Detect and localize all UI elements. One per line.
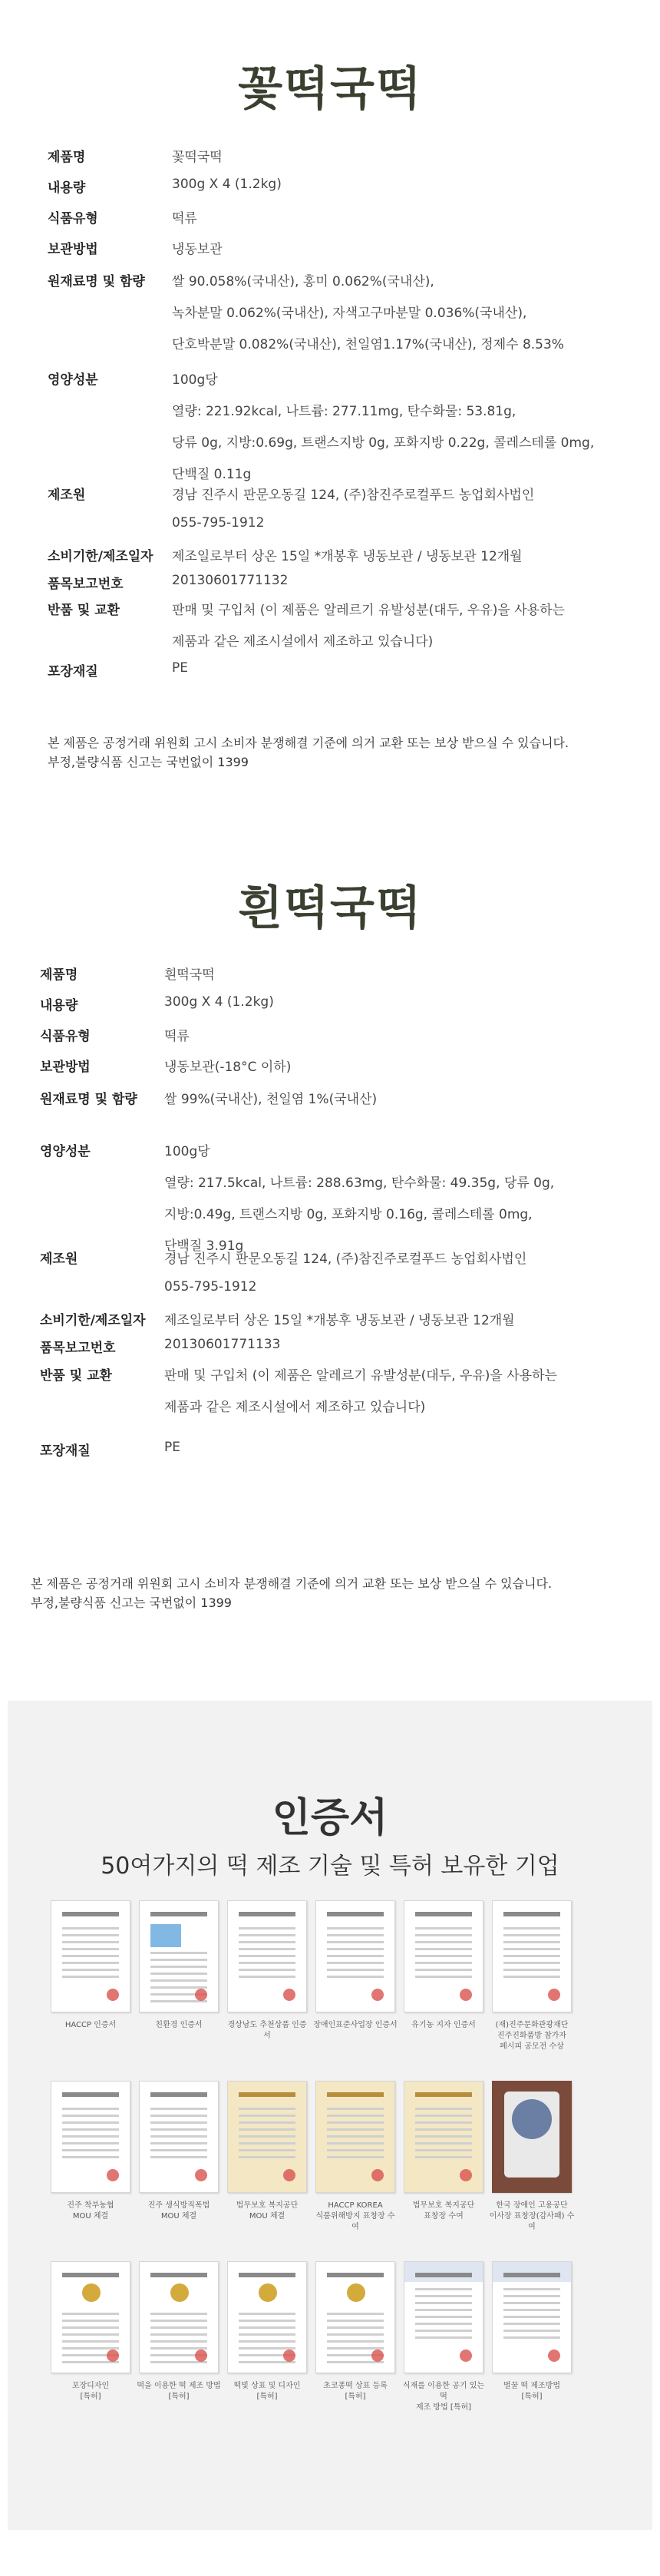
spec-label: 포장재질 [40, 1443, 91, 1459]
spec-value: 떡류 [164, 1029, 190, 1044]
certificate-caption-line: 이사장 표창장(감사패) 수여 [489, 2212, 575, 2231]
certificate-item [401, 2081, 487, 2222]
certificate-caption-line: [특허] [521, 2392, 543, 2401]
spec-value: 당류 0g, 지방:0.69g, 트랜스지방 0g, 포화지방 0.22g, 콜레스테롤 0mg, [172, 435, 595, 451]
spec-value: 20130601771133 [164, 1337, 281, 1352]
spec-value: 100g당 [172, 372, 218, 388]
certificate-caption-line: MOU 체결 [249, 2212, 285, 2221]
certificate-caption-line: [특허] [345, 2392, 366, 2401]
certificate-item [224, 2261, 310, 2402]
spec-label: 식품유형 [40, 1029, 91, 1044]
certificate-caption-line: 친환경 인증서 [155, 2021, 203, 2029]
spec-value: 흰떡국떡 [164, 967, 215, 983]
certificate-caption [224, 2020, 310, 2042]
certificate-caption [312, 2201, 398, 2233]
certificate-image [51, 2081, 130, 2193]
certificate-caption-line: 벌꿀 떡 제조방법 [503, 2382, 560, 2390]
certificate-caption [48, 2020, 134, 2031]
certificate-image [227, 2081, 307, 2193]
spec-value: 꽃떡국떡 [172, 150, 223, 165]
certificate-item [489, 1900, 575, 2052]
spec-label: 제품명 [40, 967, 78, 983]
spec-label: 포장재질 [48, 664, 98, 680]
spec-label: 제조원 [48, 488, 86, 503]
spec-label: 제품명 [48, 150, 86, 165]
certificate-caption-line: 법무보호 복지공단 [236, 2201, 299, 2210]
spec-label: 반품 및 교환 [48, 603, 120, 618]
spec-value: 열량: 221.92kcal, 나트륨: 277.11mg, 탄수화물: 53.81g, [172, 404, 516, 419]
certificate-caption-line: 장애인표준사업장 인증서 [313, 2021, 398, 2029]
spec-value: 쌀 99%(국내산), 천일염 1%(국내산) [164, 1092, 378, 1107]
spec-value: 055-795-1912 [164, 1279, 257, 1295]
spec-label: 영양성분 [48, 372, 98, 388]
certificate-caption [48, 2381, 134, 2402]
spec-label: 원재료명 및 함량 [40, 1092, 137, 1107]
spec-label: 보관방법 [40, 1060, 91, 1075]
spec-label: 내용량 [48, 180, 86, 196]
certificate-item [136, 1900, 222, 2031]
spec-value: 제조일로부터 상온 15일 *개봉후 냉동보관 / 냉동보관 12개월 [164, 1313, 515, 1328]
spec-value: 제조일로부터 상온 15일 *개봉후 냉동보관 / 냉동보관 12개월 [172, 549, 523, 564]
certificate-image [315, 1900, 395, 2012]
certificate-image [404, 2081, 483, 2193]
certificate-caption-line: [특허] [80, 2392, 101, 2401]
certificate-caption [489, 2020, 575, 2052]
certificate-caption-line: MOU 체결 [160, 2212, 197, 2221]
certificate-image [139, 2081, 219, 2193]
certificate-caption [312, 2020, 398, 2031]
certificate-item [48, 1900, 134, 2031]
spec-value: 100g당 [164, 1144, 210, 1159]
spec-label: 원재료명 및 함량 [48, 274, 145, 289]
certificate-caption-line: [특허] [168, 2392, 190, 2401]
spec-label: 품목보고번호 [40, 1341, 116, 1356]
certificate-caption [224, 2381, 310, 2402]
spec-value: PE [164, 1440, 180, 1455]
spec-label: 반품 및 교환 [40, 1368, 112, 1384]
certificate-caption-line: 유기농 지자 인증서 [411, 2021, 476, 2029]
certificate-image [227, 1900, 307, 2012]
certificate-caption [48, 2201, 134, 2222]
certificate-caption-line: 표창장 수여 [424, 2212, 464, 2221]
certificate-image [492, 2081, 572, 2193]
spec-value: 떡류 [172, 211, 197, 227]
spec-value: 판매 및 구입처 (이 제품은 알레르기 유발성분(대두, 우유)을 사용하는 [172, 603, 565, 618]
certificate-caption [401, 2020, 487, 2031]
notice-line: 본 제품은 공정거래 위원회 고시 소비자 분쟁해결 기준에 의거 교환 또는 보상 받으실 수 있습니다. [48, 736, 569, 750]
consumer-notice [48, 733, 569, 772]
certificate-image [492, 2261, 572, 2373]
certificate-item [401, 2261, 487, 2413]
spec-value: 055-795-1912 [172, 515, 265, 531]
certificate-image [404, 1900, 483, 2012]
certificate-image [51, 1900, 130, 2012]
spec-value: 냉동보관 [172, 242, 223, 257]
certificate-caption-line: 진주 착부농협 [67, 2201, 114, 2210]
certificate-item [224, 1900, 310, 2042]
certificate-caption-line: (재)진주문화관광재단 [495, 2021, 569, 2029]
certificate-caption [401, 2381, 487, 2413]
certificate-item [48, 2261, 134, 2402]
certificate-image [404, 2261, 483, 2373]
spec-value: 20130601771132 [172, 573, 289, 588]
spec-value: 지방:0.49g, 트랜스지방 0g, 포화지방 0.16g, 콜레스테롤 0mg, [164, 1207, 533, 1222]
spec-value: 판매 및 구입처 (이 제품은 알레르기 유발성분(대두, 우유)을 사용하는 [164, 1368, 557, 1384]
spec-value: 열량: 217.5kcal, 나트륨: 288.63mg, 탄수화물: 49.35g, 당류 0g, [164, 1176, 555, 1191]
spec-label: 내용량 [40, 998, 78, 1014]
spec-label: 품목보고번호 [48, 577, 124, 592]
notice-line: 부정,불량식품 신고는 국번없이 1399 [31, 1596, 232, 1610]
certificate-caption [224, 2201, 310, 2222]
certificate-item [312, 1900, 398, 2031]
product-title: 꽃떡국떡 [238, 62, 422, 116]
spec-value: 300g X 4 (1.2kg) [164, 994, 274, 1010]
certificate-caption-line: 진주진화품방 참가자 [497, 2032, 567, 2040]
certificate-caption [312, 2381, 398, 2402]
spec-value: 경남 진주시 판문오동길 124, (주)참진주로컬푸드 농업회사법인 [172, 488, 535, 503]
certificate-caption [136, 2201, 222, 2222]
certificate-caption [136, 2020, 222, 2031]
spec-value: 쌀 90.058%(국내산), 홍미 0.062%(국내산), [172, 274, 434, 289]
certificate-image [51, 2261, 130, 2373]
spec-label: 보관방법 [48, 242, 98, 257]
spec-value: 경남 진주시 판문오동길 124, (주)참진주로컬푸드 농업회사법인 [164, 1252, 527, 1267]
certificate-caption [489, 2381, 575, 2402]
certificate-caption-line: 한국 장애인 고용공단 [496, 2201, 568, 2210]
certificate-caption-line: 떡빛 상표 및 디자인 [233, 2382, 301, 2390]
spec-value: 녹차분말 0.062%(국내산), 자색고구마분말 0.036%(국내산), [172, 306, 527, 321]
certificate-caption-line: 떡을 이용한 떡 제조 방법 [137, 2382, 221, 2390]
spec-value: 300g X 4 (1.2kg) [172, 177, 282, 192]
spec-value: 제품과 같은 제조시설에서 제조하고 있습니다) [172, 634, 434, 650]
certificate-item [136, 2081, 222, 2222]
certificate-item [224, 2081, 310, 2222]
spec-value: PE [172, 660, 188, 676]
certificate-image [139, 2261, 219, 2373]
certificate-image [492, 1900, 572, 2012]
spec-value: 단호박분말 0.082%(국내산), 천일염1.17%(국내산), 정제수 8.53% [172, 337, 564, 352]
spec-value: 단백질 3.91g [164, 1238, 244, 1254]
certificate-caption-line: 제조 방법 [특허] [415, 2403, 472, 2412]
certificate-caption-line: 경상남도 추천상품 인증서 [227, 2021, 307, 2040]
certificate-caption-line: 식품위해방지 표창장 수여 [315, 2212, 395, 2231]
certificate-item [489, 2261, 575, 2402]
spec-value: 제품과 같은 제조시설에서 제조하고 있습니다) [164, 1400, 426, 1415]
spec-label: 소비기한/제조일자 [40, 1313, 146, 1328]
certificate-item [48, 2081, 134, 2222]
certificate-caption-line: 초코퐁떡 상표 등록 [323, 2382, 388, 2390]
certificates-title: 인증서 [272, 1795, 388, 1841]
certificate-caption-line: 진주 생식방직폭법 [147, 2201, 210, 2210]
certificate-image [227, 2261, 307, 2373]
certificate-item [401, 1900, 487, 2031]
certificates-section [8, 1701, 652, 2530]
notice-line: 부정,불량식품 신고는 국번없이 1399 [48, 755, 249, 769]
certificate-image [139, 1900, 219, 2012]
certificate-image [315, 2261, 395, 2373]
spec-label: 소비기한/제조일자 [48, 549, 153, 564]
certificates-subtitle: 50여가지의 떡 제조 기술 및 특허 보유한 기업 [101, 1853, 559, 1880]
spec-label: 제조원 [40, 1252, 78, 1267]
spec-value: 냉동보관(-18°C 이하) [164, 1060, 292, 1075]
certificate-caption-line: [특허] [256, 2392, 278, 2401]
certificate-item [312, 2081, 398, 2233]
product-title: 흰떡국떡 [238, 881, 422, 935]
certificate-caption-line: 포장디자인 [71, 2382, 110, 2390]
certificate-item [489, 2081, 575, 2233]
certificate-caption-line: 법무보호 복지공단 [412, 2201, 475, 2210]
certificate-image [315, 2081, 395, 2193]
certificate-caption [136, 2381, 222, 2402]
certificate-item [136, 2261, 222, 2402]
spec-value: 단백질 0.11g [172, 467, 252, 482]
certificate-caption [401, 2201, 487, 2222]
spec-label: 영양성분 [40, 1144, 91, 1159]
certificate-item [312, 2261, 398, 2402]
certificate-caption-line: HACCP KOREA [328, 2201, 383, 2210]
spec-label: 식품유형 [48, 211, 98, 227]
certificate-caption-line: HACCP 인증서 [64, 2021, 117, 2029]
certificate-caption-line: MOU 체결 [72, 2212, 109, 2221]
consumer-notice [31, 1574, 552, 1612]
certificate-caption-line: 페시피 공모전 수상 [500, 2042, 564, 2051]
notice-line: 본 제품은 공정거래 위원회 고시 소비자 분쟁해결 기준에 의거 교환 또는 보상 받으실 수 있습니다. [31, 1576, 553, 1591]
certificate-caption-line: 식재를 이용한 공기 있는 떡 [402, 2382, 485, 2401]
certificate-caption [489, 2201, 575, 2233]
